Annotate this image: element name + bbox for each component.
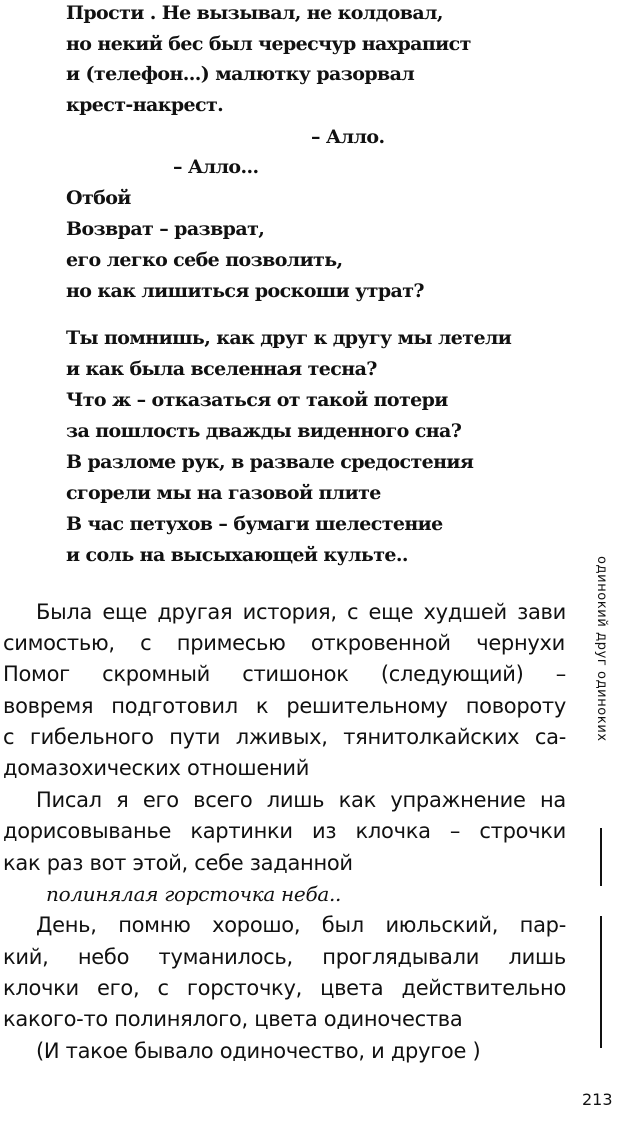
poem-line: – Алло...	[173, 156, 259, 178]
poem-line: Возврат – разврат,	[66, 218, 265, 240]
poem-line: В разломе рук, в развале средостения	[66, 451, 474, 473]
poem-line: за пошлость дважды виденного сна?	[66, 420, 462, 442]
poem-line: – Алло.	[311, 126, 385, 148]
poem-line: крест-накрест.	[66, 94, 224, 116]
prose-line: (И такое бывало одиночество, и другое )	[36, 1039, 481, 1063]
poem-line: но как лишиться роскоши утрат?	[66, 280, 424, 302]
prose-line: какого-то полинялого, цвета одиночества	[3, 1007, 463, 1031]
prose-line: кий, небо туманилось, проглядывали лишь	[3, 945, 566, 969]
poem-line: и соль на высыхающей культе..	[66, 544, 408, 566]
poem-line: и как была вселенная тесна?	[66, 358, 377, 380]
prose-line: Писал я его всего лишь как упражнение на	[36, 788, 566, 812]
poem-line: сгорели мы на газовой плите	[66, 482, 381, 504]
prose-line: как раз вот этой, себе заданной	[3, 851, 353, 875]
prose-line: клочки его, с горсточку, цвета действительно	[3, 976, 566, 1000]
poem-line: его легко себе позволить,	[66, 249, 343, 271]
poem-line: Что ж – отказаться от такой потери	[66, 389, 448, 411]
running-header-title: одинокий друг одиноких	[594, 556, 609, 742]
prose-line: День, помню хорошо, был июльский, пар-	[36, 913, 566, 937]
poem-line: и (телефон...) малютку разорвал	[66, 63, 415, 85]
margin-rule	[600, 916, 602, 1048]
prose-line: вовремя подготовил к решительному повороту	[3, 694, 566, 718]
prose-line: Была еще другая история, с еще худшей зави	[36, 600, 566, 624]
poem-line: В час петухов – бумаги шелестение	[66, 513, 443, 535]
prose-line: с гибельного пути лживых, тянитолкайских са-	[3, 725, 566, 749]
prose-line: дорисовыванье картинки из клочка – строчки	[3, 819, 566, 843]
running-header	[588, 556, 614, 1076]
poem-line: Ты помнишь, как друг к другу мы летели	[66, 327, 512, 349]
poem-line: Прости . Не вызывал, не колдовал,	[66, 2, 443, 24]
margin-rule	[600, 828, 602, 886]
prose-line: симостью, с примесью откровенной чернухи	[3, 631, 565, 655]
prose-quote-line: полинялая горсточка неба..	[46, 882, 342, 906]
poem-line: но некий бес был чересчур нахрапист	[66, 33, 471, 55]
poem-line: Отбой	[66, 187, 131, 209]
prose-line: Помог скромный стишонок (следующий) –	[3, 662, 566, 686]
prose-line: домазохических отношений	[3, 756, 310, 780]
page-number: 213	[582, 1090, 613, 1109]
